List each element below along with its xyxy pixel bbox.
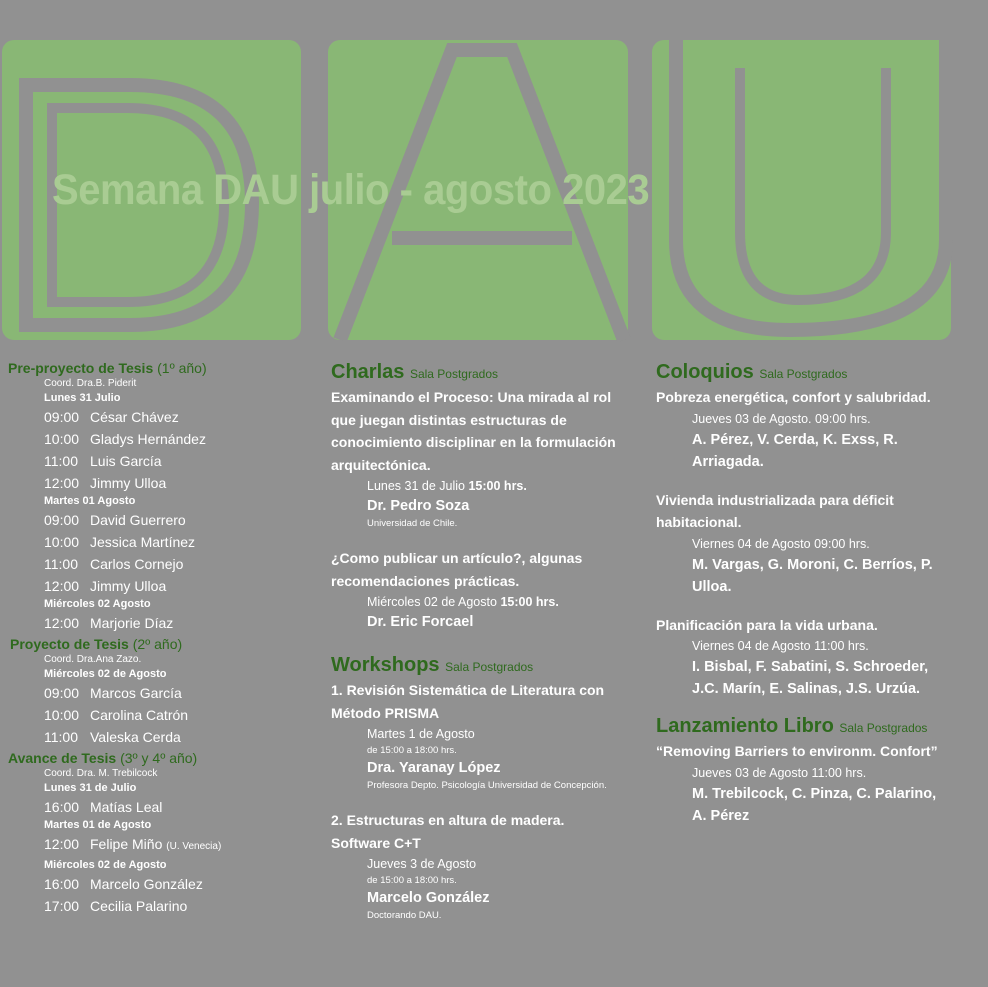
day-label: Miércoles 02 de Agosto: [44, 668, 167, 680]
workshop-title-line: 2. Estructuras en altura de madera.: [331, 812, 565, 828]
coloquio-date: Jueves 03 de Agosto. 09:00 hrs.: [692, 411, 871, 426]
section-title-text: Charlas: [331, 361, 405, 383]
list-item: [8, 612, 308, 634]
list-item: [8, 575, 308, 597]
list-item: [8, 895, 308, 917]
speaker-name: Dr. Eric Forcael: [367, 614, 474, 630]
day-label: Martes 01 de Agosto: [44, 819, 152, 831]
talk-title-line: ¿Como publicar un artículo?, algunas: [331, 550, 583, 566]
section-title-workshops: [331, 653, 636, 679]
talk-title-line: recomendaciones prácticas.: [331, 572, 520, 589]
workshop-2: [331, 809, 636, 923]
slot-time: 11:00: [44, 453, 78, 469]
workshop-hours: de 15:00 a 18:00 hrs.: [367, 745, 457, 756]
participants-line: M. Trebilcock, C. Pinza, C. Palarino,: [692, 785, 937, 802]
slot-name: Jimmy Ulloa: [90, 578, 167, 594]
room-label: Sala Postgrados: [839, 721, 928, 735]
slot-time: 09:00: [44, 512, 80, 528]
participants-line: J.C. Marín, E. Salinas, J.S. Urzúa.: [692, 681, 921, 697]
room-label: Sala Postgrados: [759, 367, 848, 381]
coloquio-title-line: habitacional.: [656, 514, 742, 530]
date-text: Lunes 31 de Julio: [367, 479, 465, 493]
slot-time: 10:00: [44, 534, 80, 550]
section-title: [8, 750, 308, 767]
list-item: [8, 450, 308, 472]
section-pre-proyecto: [8, 360, 308, 634]
section-title-text: Pre-proyecto de Tesis: [8, 360, 154, 376]
column-charlas-workshops: [331, 360, 636, 923]
speaker-affiliation: Universidad de Chile.: [367, 518, 458, 529]
slot-name: Carolina Catrón: [90, 707, 189, 723]
coloquio-date: Viernes 04 de Agosto 09:00 hrs.: [692, 536, 870, 551]
section-title-text: Lanzamiento Libro: [656, 715, 834, 737]
workshop-date: Martes 1 de Agosto: [367, 727, 475, 741]
event-title: Semana DAU julio - agosto 2023: [52, 166, 650, 214]
coloquio-2: [656, 489, 981, 598]
section-year: (2º año): [132, 636, 183, 652]
talk-1: [331, 386, 636, 531]
speaker-name: Marcelo González: [367, 890, 490, 906]
room-label: Sala Postgrados: [445, 660, 534, 674]
coloquio-1: [656, 386, 981, 473]
slot-name: Matías Leal: [90, 799, 163, 815]
slot-name: Jimmy Ulloa: [90, 475, 167, 491]
talk-2: [331, 547, 636, 633]
slot-name: Marjorie Díaz: [90, 615, 174, 631]
participants-line: M. Vargas, G. Moroni, C. Berríos, P.: [692, 556, 933, 573]
day-label: Martes 01 Agosto: [44, 495, 136, 507]
slot-name: Felipe Miño: [90, 836, 163, 852]
list-item: [8, 553, 308, 575]
room-label: Sala Postgrados: [409, 367, 498, 381]
coloquio-title-line: Pobreza energética, confort y salubridad.: [656, 389, 931, 405]
slot-name: Valeska Cerda: [90, 729, 181, 745]
section-year: (3º y 4º año): [120, 750, 198, 766]
talk-date: [331, 476, 636, 496]
coloquio-title-line: Vivienda industrializada para déficit: [656, 491, 894, 508]
coordinator: Coord. Dra. M. Trebilcock: [44, 768, 158, 779]
section-title-text: Workshops: [331, 654, 440, 676]
slot-time: 12:00: [44, 578, 80, 594]
slot-time: 11:00: [44, 556, 78, 572]
day-label: Lunes 31 Julio: [44, 392, 121, 404]
participants-line: Ulloa.: [692, 578, 732, 595]
talk-title-line: que juegan distintas estructuras de: [331, 411, 567, 428]
talk-date: [331, 592, 636, 612]
section-title-text: Avance de Tesis: [8, 750, 117, 766]
section-title: [8, 360, 308, 377]
slot-name: David Guerrero: [90, 512, 186, 528]
list-item: [8, 796, 308, 818]
slot-name: Jessica Martínez: [90, 534, 196, 550]
list-item: [8, 704, 308, 726]
list-item: [8, 428, 308, 450]
speaker-affiliation: Profesora Depto. Psicología Universidad de Concepción.: [367, 780, 607, 791]
coordinator: Coord. Dra.Ana Zazo.: [44, 654, 142, 665]
slot-time: 09:00: [44, 409, 80, 425]
slot-name: César Chávez: [90, 409, 179, 425]
speaker-name: Dr. Pedro Soza: [367, 498, 470, 514]
section-title-charlas: [331, 360, 636, 386]
section-title-text: Coloquios: [656, 361, 754, 383]
section-avance: [8, 750, 308, 917]
list-item: [8, 472, 308, 494]
date-text: Miércoles 02 de Agosto: [367, 595, 497, 609]
time-text: 15:00 hrs.: [500, 595, 559, 609]
slot-time: 12:00: [44, 615, 80, 631]
day-label: Lunes 31 de Julio: [44, 782, 137, 794]
slot-name: Gladys Hernández: [90, 431, 206, 447]
slot-time: 16:00: [44, 799, 80, 815]
section-title-libro: [656, 714, 981, 740]
list-item: [8, 509, 308, 531]
workshop-title-line: Método PRISMA: [331, 704, 440, 721]
column-coloquios: [656, 360, 981, 827]
section-title-coloquios: [656, 360, 981, 386]
workshop-hours: de 15:00 a 18:00 hrs.: [367, 875, 457, 886]
workshop-date: Jueves 3 de Agosto: [367, 857, 477, 871]
workshop-1: [331, 679, 636, 793]
slot-note: (U. Venecia): [166, 841, 222, 852]
list-item: [8, 531, 308, 553]
speaker-name: Dra. Yaranay López: [367, 760, 501, 776]
coloquio-title-line: Planificación para la vida urbana.: [656, 616, 878, 633]
book-title: “Removing Barriers to environm. Confort”: [656, 743, 938, 759]
section-title-text: Proyecto de Tesis: [10, 636, 129, 652]
participants-line: Arriagada.: [692, 453, 764, 470]
book-date: Jueves 03 de Agosto 11:00 hrs.: [692, 765, 867, 780]
slot-time: 10:00: [44, 707, 80, 723]
slot-time: 10:00: [44, 431, 80, 447]
list-item: [8, 682, 308, 704]
slot-name: Carlos Cornejo: [90, 556, 184, 572]
slot-name: Cecilia Palarino: [90, 898, 188, 914]
slot-time: 09:00: [44, 685, 80, 701]
section-year: (1º año): [157, 360, 207, 376]
list-item: [8, 726, 308, 748]
slot-time: 16:00: [44, 876, 80, 892]
slot-time: 11:00: [44, 729, 78, 745]
coordinator: Coord. Dra.B. Piderit: [44, 378, 137, 389]
book-launch: [656, 740, 981, 827]
talk-title-line: arquitectónica.: [331, 456, 431, 473]
slot-time: 12:00: [44, 475, 80, 491]
speaker-affiliation: Doctorando DAU.: [367, 910, 442, 921]
slot-name: Marcos García: [90, 685, 182, 701]
workshop-title-line: 1. Revisión Sistemática de Literatura con: [331, 682, 605, 698]
participants-line: A. Pérez: [692, 807, 750, 824]
participants-line: I. Bisbal, F. Sabatini, S. Schroeder,: [692, 659, 929, 675]
talk-title-line: conocimiento disciplinar en la formulación: [331, 434, 616, 450]
list-item: [8, 873, 308, 895]
list-item: [8, 833, 308, 858]
section-proyecto: [8, 636, 308, 748]
slot-time: 17:00: [44, 898, 80, 914]
section-title: [8, 636, 308, 653]
workshop-title-line: Software C+T: [331, 834, 421, 851]
dau-banner: [0, 0, 988, 345]
day-label: Miércoles 02 Agosto: [44, 598, 151, 610]
day-label: Miércoles 02 de Agosto: [44, 859, 167, 871]
time-text: 15:00 hrs.: [468, 479, 527, 493]
coloquio-date: Viernes 04 de Agosto 11:00 hrs.: [692, 639, 869, 653]
coloquio-3: [656, 614, 981, 701]
talk-title-line: Examinando el Proceso: Una mirada al rol: [331, 389, 612, 405]
participants-line: A. Pérez, V. Cerda, K. Exss, R.: [692, 431, 898, 448]
column-tesis: [8, 360, 308, 919]
slot-time: 12:00: [44, 836, 80, 852]
list-item: [8, 406, 308, 428]
slot-name: Marcelo González: [90, 876, 203, 892]
slot-name: Luis García: [90, 453, 162, 469]
